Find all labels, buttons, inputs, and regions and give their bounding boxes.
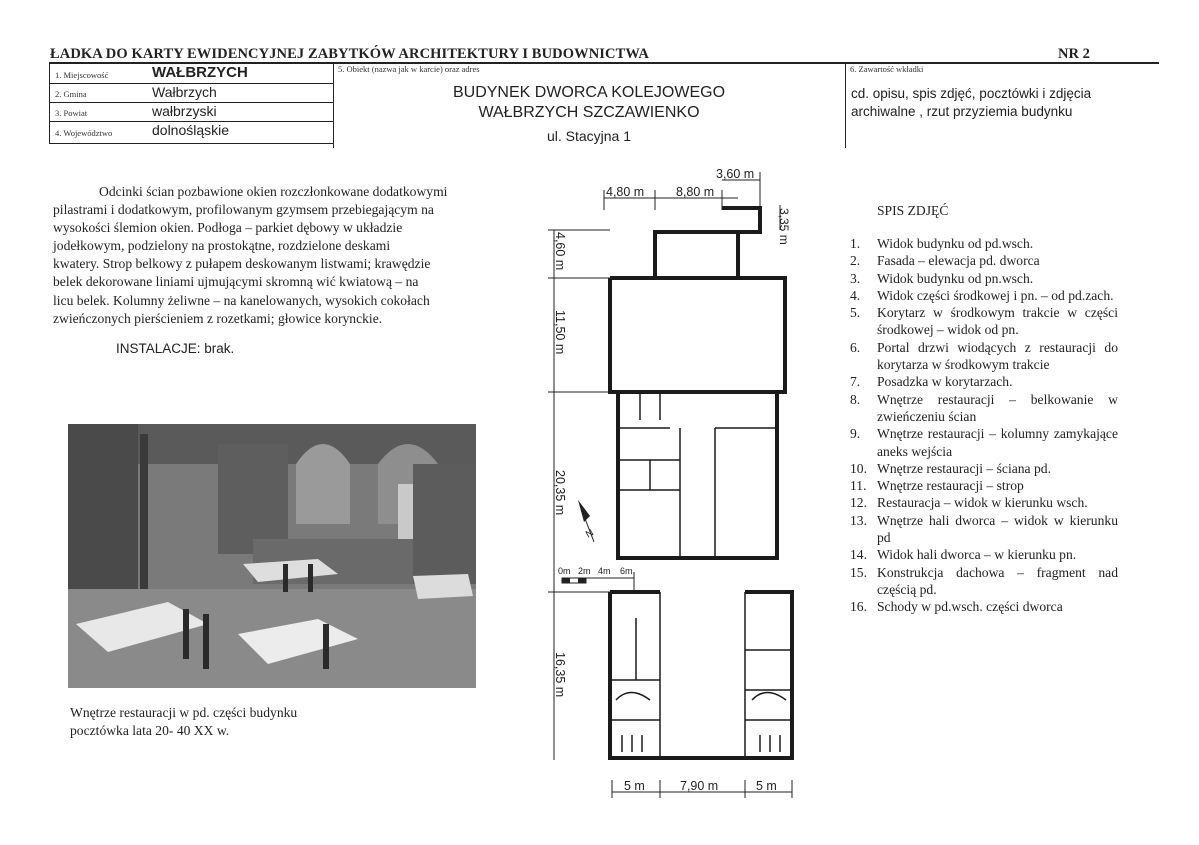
list-item: [850, 339, 1118, 374]
powiat-value: wałbrzyski: [152, 103, 217, 119]
scale-label: 4m: [598, 566, 611, 576]
list-item-number: 12.: [850, 495, 867, 511]
miejscowosc-value: WAŁBRZYCH: [152, 64, 248, 81]
scale-label: 0m: [558, 566, 571, 576]
scale-label: 2m: [578, 566, 591, 576]
description-line: jodełkowym, podzielony na prostokątne, rozdzielone deskami: [53, 238, 391, 254]
powiat-label: 3. Powiat: [55, 108, 88, 118]
obiekt-label: 5. Obiekt (nazwa jak w karcie) oraz adres: [338, 64, 480, 74]
list-item-text: Konstrukcja dachowa – fragment nad częścią pd.: [877, 564, 1118, 597]
list-item: [850, 546, 1118, 563]
description-text: [53, 183, 496, 328]
description-line: pilastrami i dodatkowym, profilowanym gzymsem przebiegającym na: [53, 202, 434, 218]
restaurant-photo: [68, 424, 476, 688]
dim-left-3: 20,35 m: [553, 470, 567, 516]
card-title: ŁADKA DO KARTY EWIDENCYJNEJ ZABYTKÓW ARCHITEKTURY I BUDOWNICTWA: [50, 46, 649, 62]
list-item-text: Fasada – elewacja pd. dworca: [877, 253, 1040, 269]
photo-list: [850, 235, 1118, 616]
list-item: [850, 477, 1118, 494]
list-item-text: Widok części środkowej i pn. – od pd.zach.: [877, 287, 1114, 303]
list-item-number: 5.: [850, 305, 861, 321]
list-item: [850, 494, 1118, 511]
list-item-text: Wnętrze restauracji – ściana pd.: [877, 460, 1051, 476]
dim-left-1: 4,60 m: [553, 232, 567, 271]
object-name-line2: WAŁBRZYCH SZCZAWIENKO: [478, 104, 700, 121]
dim-left-2: 11,50 m: [553, 310, 567, 355]
card-number: NR 2: [1058, 46, 1090, 62]
list-item: [850, 287, 1118, 304]
list-item: [850, 270, 1118, 287]
list-item: [850, 564, 1118, 599]
list-item-text: Korytarz w środkowym trakcie w części środkowej – widok od pn.: [877, 305, 1118, 338]
list-item-number: 13.: [850, 512, 867, 528]
list-item: [850, 235, 1118, 252]
list-item: [850, 512, 1118, 547]
list-item-number: 4.: [850, 287, 861, 303]
spis-title: SPIS ZDJĘĆ: [877, 203, 949, 218]
list-item: [850, 252, 1118, 269]
dim-right-small: 3,35 m: [777, 208, 791, 245]
list-item-text: Restauracja – widok w kierunku wsch.: [877, 495, 1088, 511]
list-item-number: 1.: [850, 236, 861, 251]
dim-bottom-right: 5 m: [756, 779, 777, 793]
description-line: zwieńczonych pierścieniem z rozetkami; głowice korynckie.: [53, 310, 383, 326]
list-item: [850, 391, 1118, 426]
list-item-number: 10.: [850, 460, 867, 476]
list-item-text: Wnętrze restauracji – kolumny zamykające aneks wejścia: [877, 426, 1118, 459]
scale-label: 6m: [620, 566, 633, 576]
list-item-number: 16.: [850, 599, 867, 615]
floor-plan: [540, 160, 810, 800]
photo-caption-line2: pocztówka lata 20- 40 XX w.: [70, 723, 230, 738]
list-item: [850, 373, 1118, 390]
list-item-text: Wnętrze restauracji – strop: [877, 478, 1024, 494]
dim-top-right: 3,60 m: [716, 167, 755, 181]
zawartosc-line2: archiwalne , rzut przyziemia budynku: [851, 104, 1073, 119]
dim-bottom-mid: 7,90 m: [680, 779, 719, 793]
list-item-number: 2.: [850, 253, 861, 269]
list-item-number: 9.: [850, 426, 861, 442]
description-line: Odcinki ścian pozbawione okien rozczłonkowane dodatkowymi: [99, 184, 448, 199]
dim-top-left: 4,80 m: [606, 185, 645, 199]
dim-bottom-left: 5 m: [624, 779, 645, 793]
gmina-value: Wałbrzych: [152, 84, 217, 100]
list-item: [850, 425, 1118, 460]
north-label: N: [584, 527, 596, 541]
list-item-text: Portal drzwi wiodących z restauracji do korytarza w środkowym trakcie: [877, 339, 1118, 373]
description-line: licu belek. Kolumny żeliwne – na kanelowanych, wysokich cokołach: [53, 292, 430, 308]
description-line: wysokości ślemion okien. Podłoga – parkiet dębowy w układzie: [53, 220, 403, 236]
dim-left-4: 16,35 m: [553, 652, 567, 698]
list-item-text: Widok budynku od pd.wsch.: [877, 236, 1034, 251]
list-item-text: Wnętrze hali dworca – widok w kierunku pd: [877, 512, 1118, 546]
wojewodztwo-value: dolnośląskie: [152, 122, 230, 138]
list-item-text: Widok hali dworca – w kierunku pn.: [877, 547, 1077, 563]
list-item-text: Posadzka w korytarzach.: [877, 374, 1013, 390]
list-item-number: 6.: [850, 339, 861, 355]
object-address: ul. Stacyjna 1: [546, 128, 632, 144]
photo-caption-line1: Wnętrze restauracji w pd. części budynku: [70, 705, 298, 720]
list-item-text: Wnętrze restauracji – belkowanie w zwieńczeniu ścian: [877, 391, 1118, 424]
description-line: kwatery. Strop belkowy z pułapem deskowanym listwami; krawędzie: [53, 256, 431, 272]
zawartosc-label: 6. Zawartość wkładki: [850, 64, 924, 74]
list-item-text: Widok budynku od pn.wsch.: [877, 270, 1034, 286]
instalacje-text: INSTALACJE: brak.: [116, 341, 235, 356]
dim-top-mid: 8,80 m: [676, 185, 715, 199]
photo-caption: [70, 704, 297, 740]
list-item-number: 11.: [850, 478, 867, 494]
list-item-number: 8.: [850, 391, 861, 407]
object-left-border: [333, 63, 334, 148]
gmina-label: 2. Gmina: [55, 89, 87, 99]
object-name-line1: BUDYNEK DWORCA KOLEJOWEGO: [452, 84, 726, 101]
list-item: [850, 598, 1118, 615]
wojewodztwo-label: 4. Województwo: [55, 128, 113, 138]
list-item-number: 7.: [850, 374, 861, 390]
list-item-number: 14.: [850, 547, 867, 563]
object-right-border: [845, 63, 846, 148]
list-item: [850, 304, 1118, 339]
zawartosc-line1: cd. opisu, spis zdjęć, pocztówki i zdjęcia: [851, 86, 1092, 101]
list-item: [850, 460, 1118, 477]
list-item-number: 15.: [850, 564, 867, 580]
description-line: belek dekorowane liniami ujmującymi skromną wić kwiatową – na: [53, 274, 419, 290]
miejscowosc-label: 1. Miejscowość: [55, 70, 109, 80]
list-item-text: Schody w pd.wsch. części dworca: [877, 599, 1063, 615]
list-item-number: 3.: [850, 270, 861, 286]
